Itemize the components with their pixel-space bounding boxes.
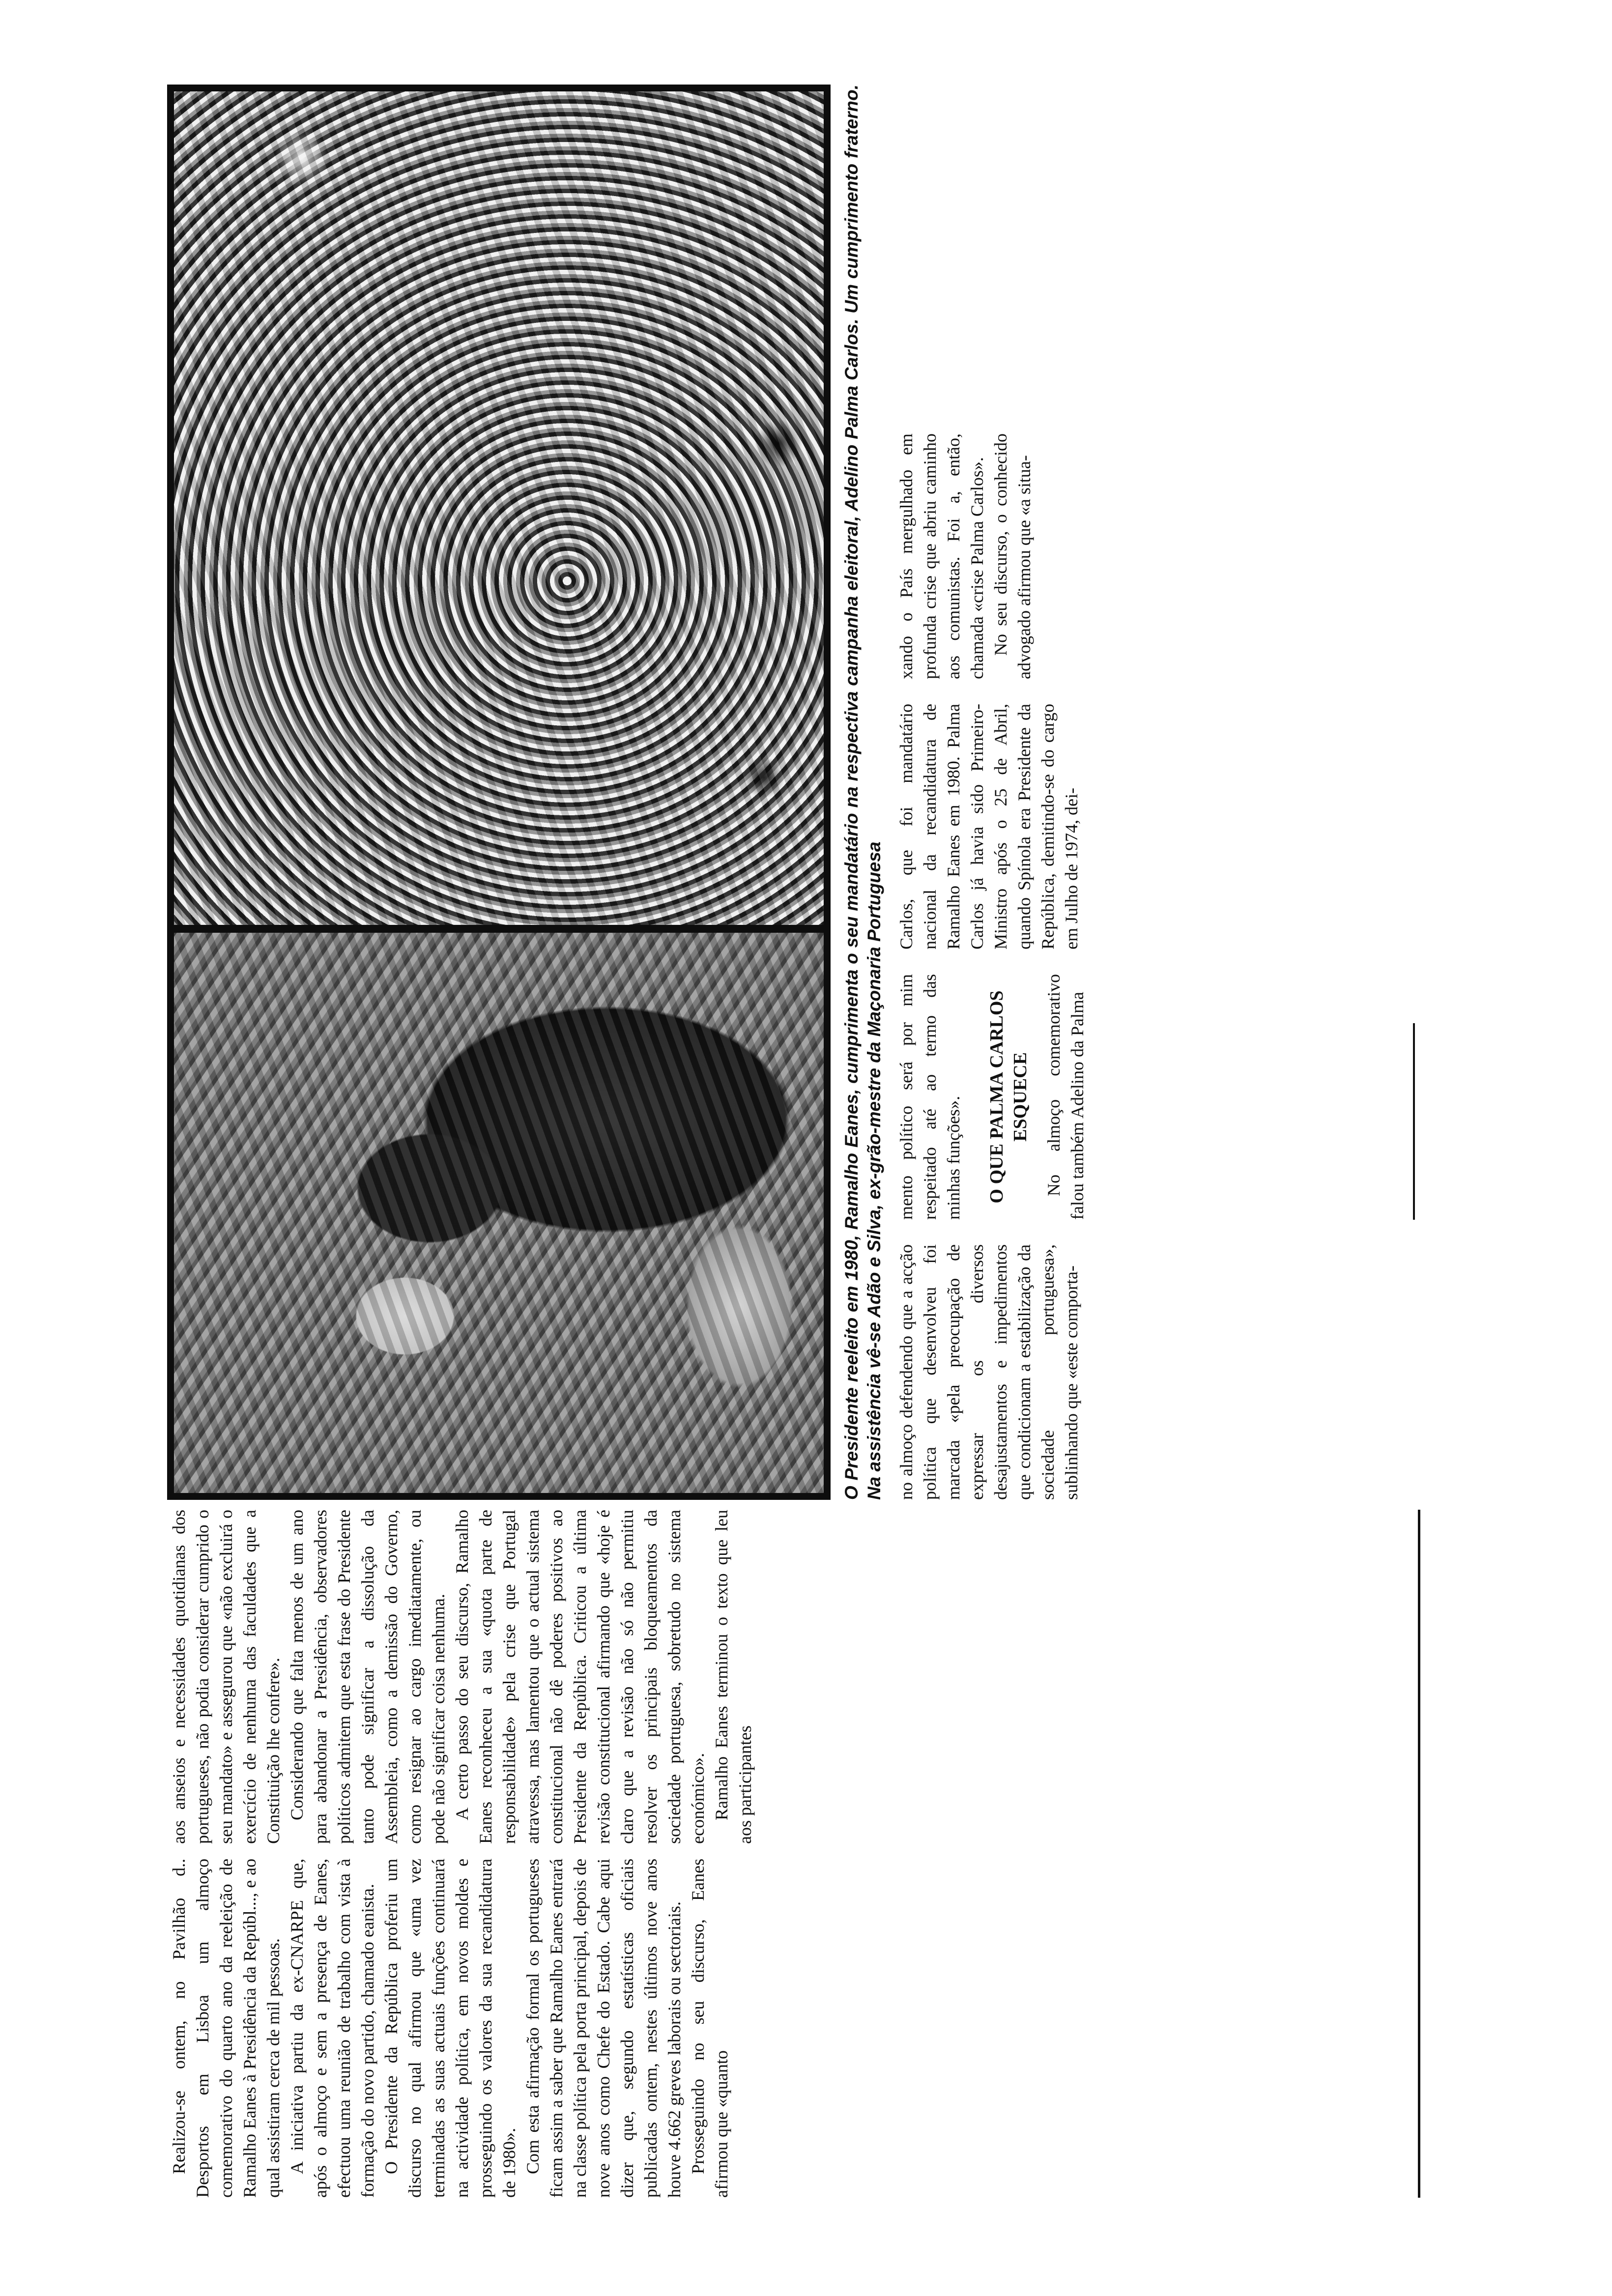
paragraph: No almoço comemorativo falou também Adelino da Palma <box>1044 974 1087 1220</box>
paragraph: Com esta afirmação formal os portugueses ficam assim a saber que Ramalho Eanes entrará na classe política pela porta principal, depois de nove anos como Chefe do Estado. Cabe aqui dizer que, segundo estatísticas oficiais publicadas ontem, nestes últimos nove anos houve 4.662 greves laborais ou sectoriais. <box>523 1859 684 2198</box>
photo-block <box>167 85 831 1500</box>
article-column-6 <box>894 433 1036 679</box>
paragraph: Considerando que falta menos de um ano para abandonar a Presidência, observadores políticos admitem que esta frase do Presidente tanto pode significar a dissolução da Assembleia, como a demissão do Governo, como resignar ao cargo imediatamente, ou pode não significar coisa nenhuma. <box>287 1510 448 1844</box>
article-column-2 <box>167 1510 757 1844</box>
paragraph: aos anseios e necessidades quotidianas dos portugueses, não podia considerar cumprido o seu mandato» e assegurou que «não excluirá o exercício de nenhuma das faculdades que a Constituição lhe confere». <box>169 1510 283 1844</box>
paragraph: Ramalho Eanes terminou o texto que leu aos participantes <box>712 1510 755 1844</box>
article-column-3 <box>894 1244 1083 1500</box>
article-column-1 <box>167 1859 733 2198</box>
paragraph: No seu discurso, o conhecido advogado afirmou que «a situa- <box>991 433 1034 679</box>
article-column-5 <box>894 704 1083 949</box>
column-rule <box>1413 1023 1415 1220</box>
paragraph: A iniciativa partiu da ex-CNARPE que, após o almoço e sem a presença de Eanes, efectuou uma reunião de trabalho com vista à formação do novo partido, chamado eanista. <box>287 1859 377 2198</box>
subheading: O QUE PALMA CARLOS ESQUECE <box>986 990 1031 1204</box>
paragraph: A certo passo do seu discurso, Ramalho Eanes reconheceu a sua «quota parte de responsabilidade» pela crise que Portugal atravessa, mas lamentou que o actual sistema constitucional não dê poderes positivos ao Presidente da República. Criticou a última revisão constitucional afirmando que «hoje é claro que a revisão não só não permitiu resolver os principais bloqueamentos da sociedade portuguesa, sobretudo no sistema económico». <box>452 1510 708 1844</box>
bottom-rule <box>1418 1510 1420 2198</box>
paragraph: Realizou-se ontem, no Pavilhão d.. Desportos em Lisboa um almoço comemorativo do quarto ano da reeleição de Ramalho Eanes à Presidência da Repúbl..., e ao qual assistiram cerca de mil pessoas. <box>169 1859 283 2198</box>
paragraph: mento político será por mim respeitado até ao termo das minhas funções». <box>896 974 963 1220</box>
newspaper-clipping <box>167 85 1425 2198</box>
paragraph: xando o País mergulhado em profunda crise que abriu caminho aos comunistas. Foi a, então, chamada «crise Palma Carlos». <box>896 433 987 679</box>
article-column-4 <box>894 974 1089 1220</box>
photo-caption: O Presidente reeleito em 1980, Ramalho Eanes, cumprimenta o seu mandatário na respectiva campanha eleitoral, Adelino Palma Carlos. Um cumprimento fraterno. Na assistência vê-se Adão e Silva, ex-grão-mestre da Maçonaria Portuguesa <box>841 85 884 1500</box>
paragraph: Carlos, que foi mandatário nacional da recandidatura de Ramalho Eanes em 1980. Palma Carlos já havia sido Primeiro-Ministro após o 25 de Abril, quando Spínola era Presidente da República, demitindo-se do cargo em Julho de 1974, dei- <box>896 704 1081 949</box>
audience-photo <box>174 91 824 925</box>
handshake-photo <box>174 933 824 1493</box>
paragraph: O Presidente da República proferiu um discurso no qual afirmou que «uma vez terminadas as suas actuais funções continuará na actividade política, em novos moldes e prosseguindo os valores da sua recandidatura de 1980». <box>381 1859 519 2198</box>
paragraph: no almoço defendendo que a acção política que desenvolveu foi marcada «pela preocupação de expressar os diversos desajustamentos e impedimentos que condicionam a estabilização da sociedade portuguesa», sublinhando que «este comporta- <box>896 1244 1081 1500</box>
paragraph: Prosseguindo no seu discurso, Eanes afirmou que «quanto <box>688 1859 731 2198</box>
